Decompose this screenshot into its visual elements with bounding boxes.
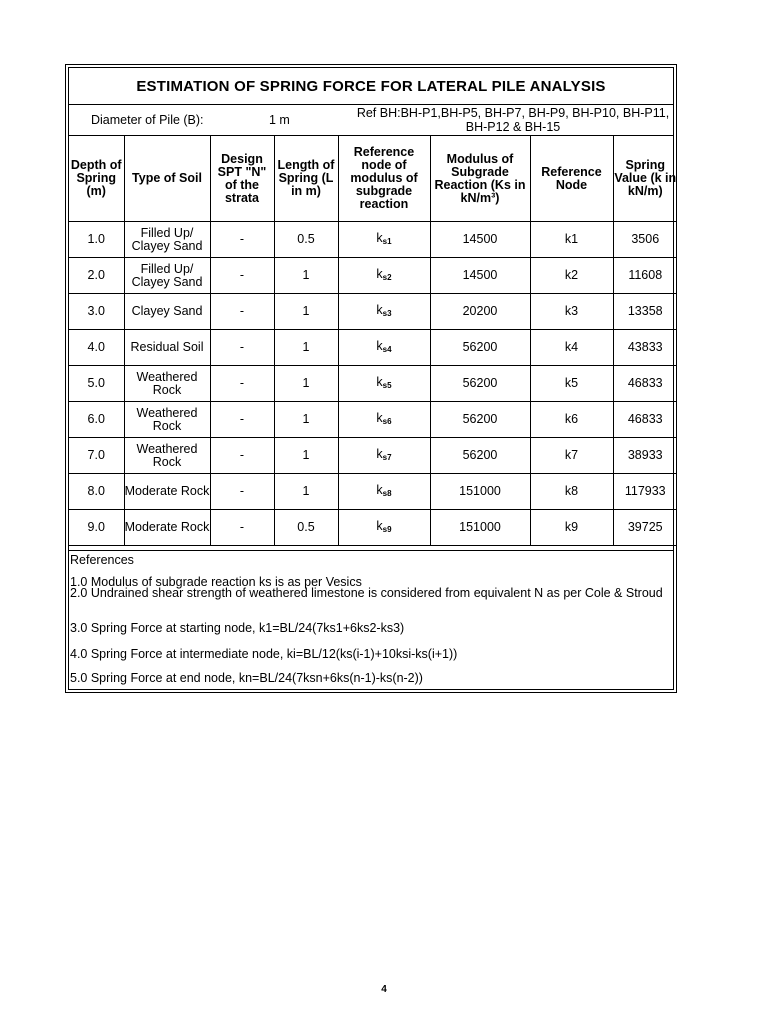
cell-spring: 43833: [613, 330, 677, 366]
table-row: [69, 438, 677, 474]
cell-depth: 9.0: [69, 510, 124, 546]
cell-spt: -: [210, 258, 274, 294]
cell-depth: 2.0: [69, 258, 124, 294]
cell-depth: 8.0: [69, 474, 124, 510]
reference-5: 5.0 Spring Force at end node, kn=BL/24(7ksn+6ks(n-1)-ks(n-2)): [70, 671, 423, 685]
header-soil: Type of Soil: [124, 136, 210, 222]
header-spt: Design SPT "N" of the strata: [210, 136, 274, 222]
reference-4: 4.0 Spring Force at intermediate node, ki=BL/12(ks(i-1)+10ksi-ks(i+1)): [70, 647, 458, 661]
pile-diameter-value: 1 m: [269, 113, 290, 127]
cell-soil: Weathered Rock: [124, 366, 210, 402]
header-node: Reference Node: [530, 136, 613, 222]
cell-ref-node: $k_{s8}$: [338, 474, 430, 510]
cell-soil: Filled Up/ Clayey Sand: [124, 258, 210, 294]
pile-diameter-label: Diameter of Pile (B):: [91, 113, 204, 127]
reference-1: 1.0 Modulus of subgrade reaction ks is as per Vesics: [70, 575, 362, 589]
cell-soil: Clayey Sand: [124, 294, 210, 330]
cell-spt: -: [210, 438, 274, 474]
header-depth: Depth of Spring (m): [69, 136, 124, 222]
cell-modulus: 56200: [430, 438, 530, 474]
table-row: [69, 258, 677, 294]
cell-modulus: 56200: [430, 330, 530, 366]
references-heading: References: [70, 553, 134, 567]
sheet-inner-frame: [68, 67, 677, 690]
cell-ref-node: $k_{s4}$: [338, 330, 430, 366]
cell-soil: Weathered Rock: [124, 402, 210, 438]
cell-depth: 4.0: [69, 330, 124, 366]
header-length: Length of Spring (L in m): [274, 136, 338, 222]
sheet-title: ESTIMATION OF SPRING FORCE FOR LATERAL PILE ANALYSIS: [69, 68, 673, 105]
cell-spt: -: [210, 222, 274, 258]
cell-depth: 3.0: [69, 294, 124, 330]
cell-spt: -: [210, 330, 274, 366]
cell-depth: 6.0: [69, 402, 124, 438]
pile-info-row: [69, 105, 673, 136]
borehole-reference: Ref BH:BH-P1,BH-P5, BH-P7, BH-P9, BH-P10, BH-P11, BH-P12 & BH-15: [356, 106, 670, 134]
cell-spring: 117933: [613, 474, 677, 510]
table-row: [69, 474, 677, 510]
cell-spring: 39725: [613, 510, 677, 546]
header-modulus: Modulus of Subgrade Reaction (Ks in kN/m³): [430, 136, 530, 222]
cell-length: 1: [274, 294, 338, 330]
cell-spt: -: [210, 294, 274, 330]
spring-force-sheet: [65, 64, 677, 693]
cell-spring: 3506: [613, 222, 677, 258]
cell-spt: -: [210, 474, 274, 510]
cell-node: k4: [530, 330, 613, 366]
cell-modulus: 56200: [430, 366, 530, 402]
cell-soil: Weathered Rock: [124, 438, 210, 474]
cell-spring: 13358: [613, 294, 677, 330]
cell-length: 0.5: [274, 222, 338, 258]
cell-spring: 11608: [613, 258, 677, 294]
cell-modulus: 14500: [430, 222, 530, 258]
cell-spring: 46833: [613, 402, 677, 438]
cell-soil: Moderate Rock: [124, 474, 210, 510]
cell-ref-node: $k_{s9}$: [338, 510, 430, 546]
cell-node: k7: [530, 438, 613, 474]
table-row: [69, 330, 677, 366]
cell-length: 1: [274, 402, 338, 438]
cell-modulus: 151000: [430, 510, 530, 546]
cell-node: k8: [530, 474, 613, 510]
reference-3: 3.0 Spring Force at starting node, k1=BL/24(7ks1+6ks2-ks3): [70, 621, 405, 635]
cell-length: 1: [274, 258, 338, 294]
cell-depth: 1.0: [69, 222, 124, 258]
cell-spring: 38933: [613, 438, 677, 474]
cell-node: k1: [530, 222, 613, 258]
cell-ref-node: $k_{s5}$: [338, 366, 430, 402]
cell-node: k2: [530, 258, 613, 294]
cell-ref-node: $k_{s3}$: [338, 294, 430, 330]
cell-modulus: 14500: [430, 258, 530, 294]
cell-node: k5: [530, 366, 613, 402]
cell-length: 1: [274, 366, 338, 402]
cell-soil: Moderate Rock: [124, 510, 210, 546]
cell-modulus: 20200: [430, 294, 530, 330]
page-number: 4: [381, 984, 387, 995]
cell-soil: Residual Soil: [124, 330, 210, 366]
table-row: [69, 510, 677, 546]
cell-soil: Filled Up/ Clayey Sand: [124, 222, 210, 258]
table-row: [69, 402, 677, 438]
cell-length: 1: [274, 438, 338, 474]
cell-modulus: 56200: [430, 402, 530, 438]
cell-spring: 46833: [613, 366, 677, 402]
cell-modulus: 151000: [430, 474, 530, 510]
cell-node: k3: [530, 294, 613, 330]
header-spring: Spring Value (k in kN/m): [613, 136, 677, 222]
table-row: [69, 366, 677, 402]
table-row: [69, 222, 677, 258]
cell-length: 1: [274, 474, 338, 510]
reference-2: 2.0 Undrained shear strength of weathered limestone is considered from equivalent N as per Cole & Stroud: [70, 586, 663, 600]
cell-ref-node: $k_{s2}$: [338, 258, 430, 294]
cell-spt: -: [210, 402, 274, 438]
cell-ref-node: $k_{s7}$: [338, 438, 430, 474]
cell-spt: -: [210, 510, 274, 546]
cell-length: 0.5: [274, 510, 338, 546]
cell-node: k6: [530, 402, 613, 438]
cell-node: k9: [530, 510, 613, 546]
cell-spt: -: [210, 366, 274, 402]
spring-table: [69, 136, 677, 546]
cell-length: 1: [274, 330, 338, 366]
cell-depth: 5.0: [69, 366, 124, 402]
cell-depth: 7.0: [69, 438, 124, 474]
table-header-row: [69, 136, 677, 222]
table-row: [69, 294, 677, 330]
cell-ref-node: $k_{s1}$: [338, 222, 430, 258]
references-section: [69, 550, 673, 689]
cell-ref-node: $k_{s6}$: [338, 402, 430, 438]
header-ref-node: Reference node of modulus of subgrade reaction: [338, 136, 430, 222]
